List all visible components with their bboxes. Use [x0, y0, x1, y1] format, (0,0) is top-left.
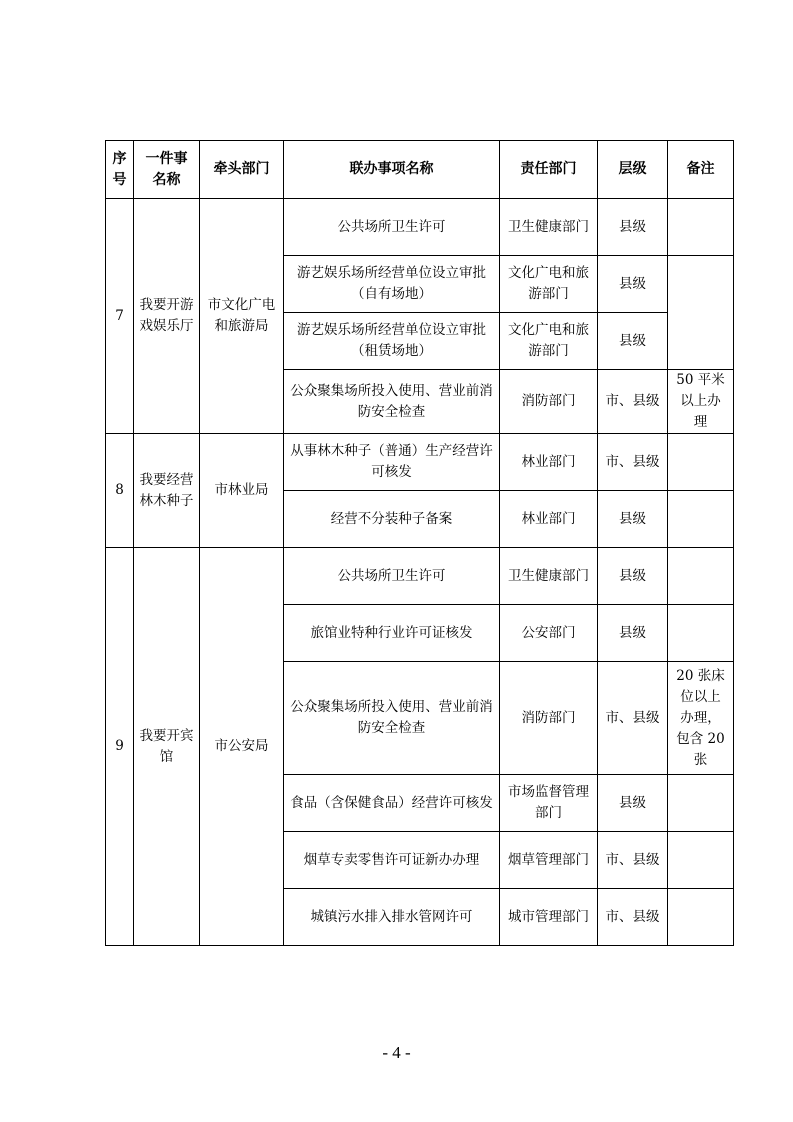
row-dept: 公安部门: [500, 605, 598, 662]
table-row: [106, 434, 734, 491]
matters-table: [105, 140, 734, 946]
row-item: 公众聚集场所投入使用、营业前消防安全检查: [284, 662, 500, 775]
row-dept: 消防部门: [500, 370, 598, 434]
row-item: 烟草专卖零售许可证新办办理: [284, 832, 500, 889]
row-level: 县级: [598, 775, 668, 832]
row-level: 县级: [598, 491, 668, 548]
row-dept: 文化广电和旅游部门: [500, 256, 598, 313]
group-lead: 市文化广电和旅游局: [200, 199, 284, 434]
table-row: [106, 548, 734, 605]
row-item: 游艺娱乐场所经营单位设立审批（自有场地）: [284, 256, 500, 313]
row-note: [668, 889, 734, 946]
row-item: 公共场所卫生许可: [284, 548, 500, 605]
row-item: 公众聚集场所投入使用、营业前消防安全检查: [284, 370, 500, 434]
row-item: 旅馆业特种行业许可证核发: [284, 605, 500, 662]
row-dept: 消防部门: [500, 662, 598, 775]
row-note: [668, 434, 734, 491]
group-no: 9: [106, 548, 134, 946]
row-note: [668, 775, 734, 832]
row-note: 20 张床位以上办理，包含 20 张: [668, 662, 734, 775]
group-name: 我要开宾馆: [134, 548, 200, 946]
row-item: 城镇污水排入排水管网许可: [284, 889, 500, 946]
header-resp-dept: 责任部门: [500, 141, 598, 199]
row-dept: 烟草管理部门: [500, 832, 598, 889]
group-no: 8: [106, 434, 134, 548]
row-dept: 林业部门: [500, 491, 598, 548]
table-header-row: [106, 141, 734, 199]
row-level: 市、县级: [598, 889, 668, 946]
row-dept: 市场监督管理部门: [500, 775, 598, 832]
group-name: 我要开游戏娱乐厅: [134, 199, 200, 434]
table-row: [106, 199, 734, 256]
row-level: 县级: [598, 256, 668, 313]
row-note: [668, 256, 734, 370]
row-level: 市、县级: [598, 370, 668, 434]
group-no: 7: [106, 199, 134, 434]
row-level: 县级: [598, 199, 668, 256]
row-dept: 城市管理部门: [500, 889, 598, 946]
group-name: 我要经营林木种子: [134, 434, 200, 548]
row-note: [668, 832, 734, 889]
row-item: 公共场所卫生许可: [284, 199, 500, 256]
row-note: [668, 548, 734, 605]
header-matter-name: 一件事名称: [134, 141, 200, 199]
header-lead-dept: 牵头部门: [200, 141, 284, 199]
header-no: 序号: [106, 141, 134, 199]
row-level: 市、县级: [598, 832, 668, 889]
row-dept: 林业部门: [500, 434, 598, 491]
row-note: [668, 199, 734, 256]
group-lead: 市林业局: [200, 434, 284, 548]
row-dept: 卫生健康部门: [500, 548, 598, 605]
row-dept: 文化广电和旅游部门: [500, 313, 598, 370]
row-item: 食品（含保健食品）经营许可核发: [284, 775, 500, 832]
header-joint-item: 联办事项名称: [284, 141, 500, 199]
row-level: 市、县级: [598, 434, 668, 491]
row-note: [668, 605, 734, 662]
row-level: 县级: [598, 605, 668, 662]
page-number: - 4 -: [382, 1043, 411, 1062]
group-lead: 市公安局: [200, 548, 284, 946]
row-note: [668, 491, 734, 548]
row-level: 县级: [598, 548, 668, 605]
header-level: 层级: [598, 141, 668, 199]
row-dept: 卫生健康部门: [500, 199, 598, 256]
row-level: 县级: [598, 313, 668, 370]
header-note: 备注: [668, 141, 734, 199]
row-note: 50 平米以上办理: [668, 370, 734, 434]
row-item: 游艺娱乐场所经营单位设立审批（租赁场地）: [284, 313, 500, 370]
row-item: 从事林木种子（普通）生产经营许可核发: [284, 434, 500, 491]
row-item: 经营不分装种子备案: [284, 491, 500, 548]
row-level: 市、县级: [598, 662, 668, 775]
